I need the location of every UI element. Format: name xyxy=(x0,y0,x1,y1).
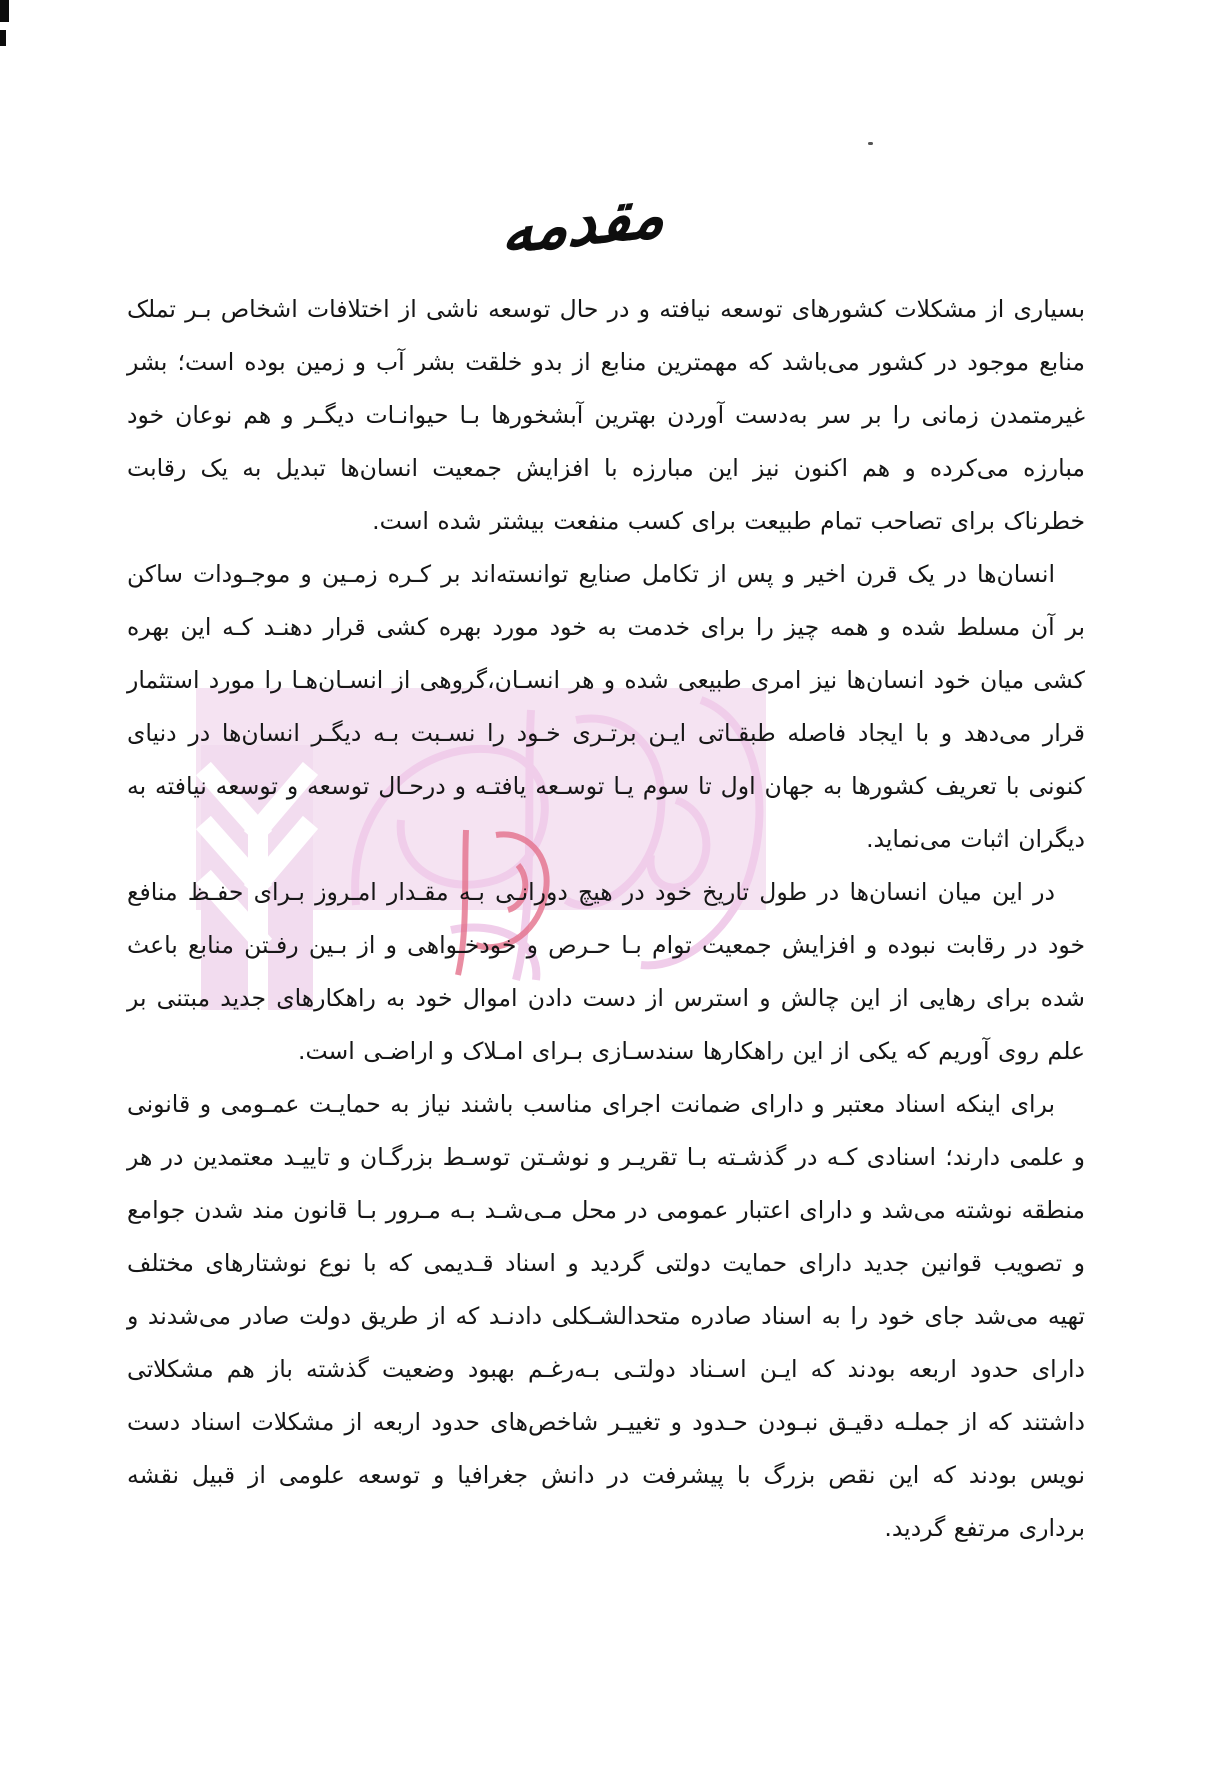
paragraph-3: در این میان انسان‌ها در طول تاریخ خود در هیچ دورانـی بـه مقـدار امـروز بـرای حفـظ منافع خود در رقابت نبوده و افزایش جمعیت توام بـا حـرص و خودخـواهی و از بـین رفـتن منابع باعث شده برای رهایی از این چالش و استرس از دست دادن اموال خود به راهکارهای جدید مبتنی بر علم روی آوریم که یکی از این راهکارها سندسـازی بـرای امـلاک و اراضـی است. xyxy=(127,878,1085,1065)
paragraph-4: برای اینکه اسناد معتبر و دارای ضمانت اجرای مناسب باشند نیاز به حمایـت عمـومی و قانونی و علمی دارند؛ اسنادی کـه در گذشـته بـا تقریـر و نوشـتن توسـط بزرگـان و تاییـد معتمدین در هر منطقه نوشته می‌شد و دارای اعتبار عمومی در محل مـی‌شـد بـه مـرور بـا قانون مند شدن جوامع و تصویب قوانین جدید دارای حمایت دولتی گردید و اسناد قـدیمی که با نوع نوشتارهای مختلف تهیه می‌شد جای خود را به اسناد صادره متحدالشـکلی دادنـد که از طریق دولت صادر می‌شدند و دارای حدود اربعه بودند که ایـن اسـناد دولتـی بـه‌رغـم بهبود وضعیت گذشته باز هم مشکلاتی داشتند که از جملـه دقیـق نبـودن حـدود و تغییـر شاخص‌های حدود اربعه از مشکلات اسناد دست نویس بودند که این نقص بزرگ با پیشرفت در دانش جغرافیا و توسعه علومی از قبیل نقشه برداری مرتفع گردید. xyxy=(127,1090,1085,1542)
chapter-title-calligraphy: مقدمه xyxy=(500,176,668,269)
stray-dot-artifact xyxy=(868,142,873,145)
binding-artifact xyxy=(0,0,9,22)
binding-artifact xyxy=(0,30,6,46)
paragraph-1: بسیاری از مشکلات کشورهای توسعه نیافته و در حال توسعه ناشی از اختلافات اشخاص بـر تملک منابع موجود در کشور می‌باشد که مهمترین منابع از بدو خلقت بشر آب و زمین بوده است؛ بشر غیرمتمدن زمانی را بر سر به‌دست آوردن بهترین آبشخورها بـا حیوانـات دیگـر و هم نوعان خود مبارزه می‌کرده و هم اکنون نیز این مبارزه با افزایش جمعیت انسان‌ها تبدیل به یک رقابت خطرناک برای تصاحب تمام طبیعت برای کسب منفعت بیشتر شده است. xyxy=(127,295,1085,535)
body-text-block xyxy=(127,283,1085,1555)
paragraph-2: انسان‌ها در یک قرن اخیر و پس از تکامل صنایع توانسته‌اند بر کـره زمـین و موجـودات ساکن بر آن مسلط شده و همه چیز را برای خدمت به خود مورد بهره کشی قرار دهنـد کـه این بهره کشی میان خود انسان‌ها نیز امری طبیعی شده و هر انسـان،گروهی از انسـان‌هـا را مورد استثمار قرار می‌دهد و با ایجاد فاصله طبقـاتی ایـن برتـری خـود را نسـبت بـه دیگـر انسان‌ها در دنیای کنونی با تعریف کشورها به جهان اول تا سوم یـا توسـعه یافتـه و درحـال توسعه و توسعه نیافته به دیگران اثبات می‌نماید. xyxy=(127,560,1085,853)
